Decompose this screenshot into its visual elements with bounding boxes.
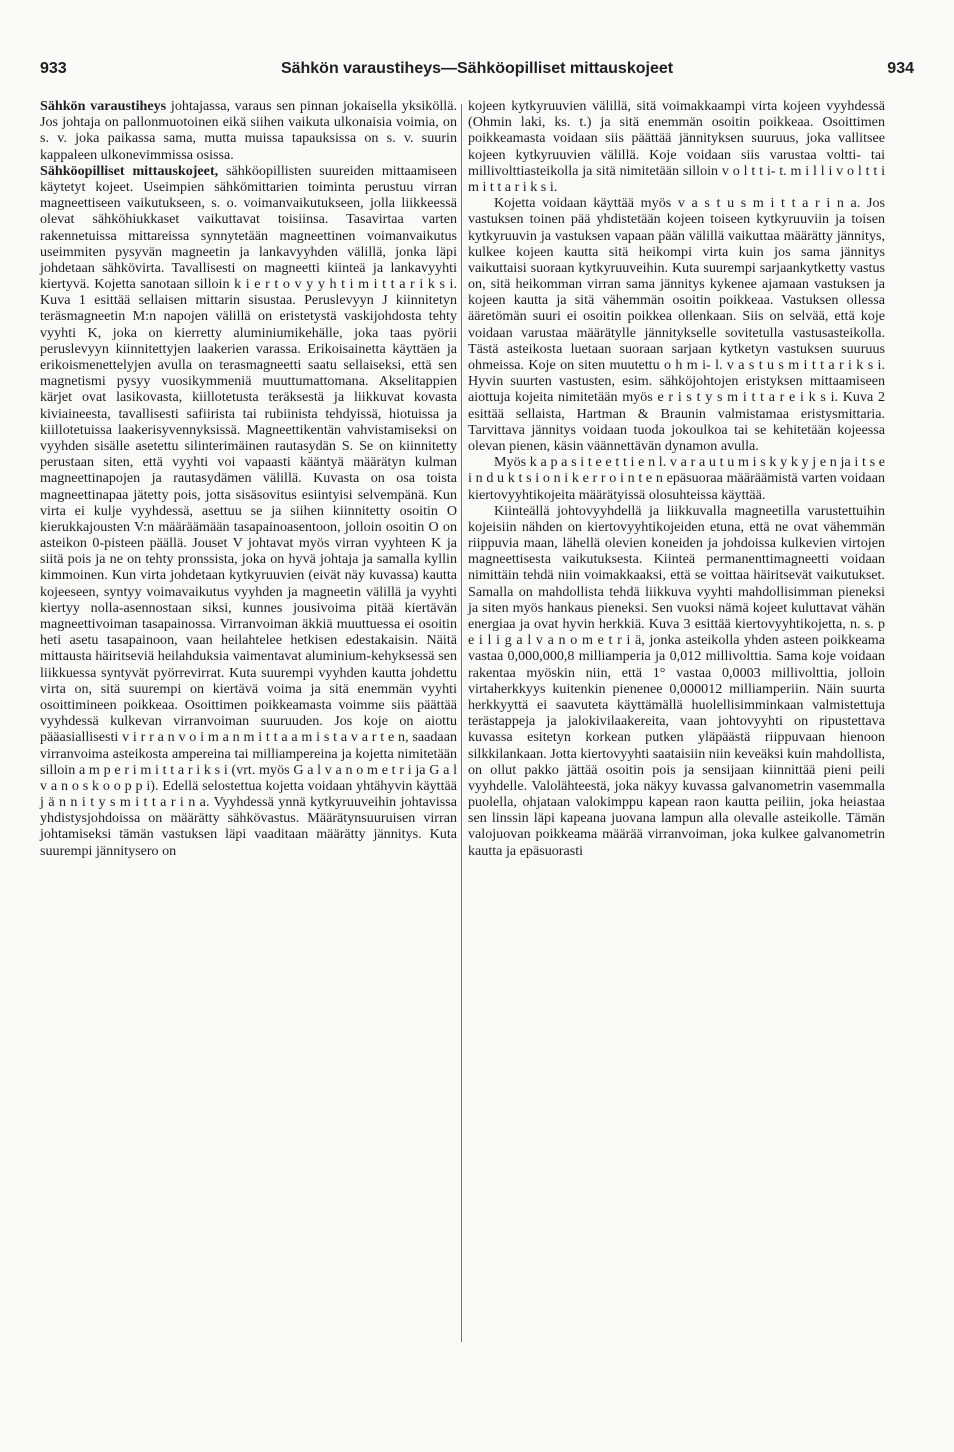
entry-sahkon-varaustiheys — [40, 98, 457, 163]
entry-text: johtajassa, varaus sen pinnan jokaisella yksiköllä. Jos johtaja on pallonmuotoinen eikä siihen vaikuta ulkonaisia voimia, on s. v. joka paikassa sama, mutta muissa tapauksissa on s. v. suurin kappaleen ulkonevimmissa osissa. — [40, 98, 457, 163]
paragraph: Myös k a p a s i t e e t t i e n l. v a r a u t u m i s k y k y j e n ja i t s e i n d u k t s i o n i k e r r o i n t e n epäsuoraa määräämistä varten voidaan kiertovyyhtikojeita määrätyissä olosuhteissa käyttää. — [468, 454, 885, 503]
entry-text: sähköopillisten suureiden mittaamiseen käytetyt kojeet. Useimpien sähkömittarien toiminta perustuu virran magneettiseen vaikutukseen, s. o. voimanvaikutukseen, jolla liikkeessä olevat sähköhiukkaset vaikuttavat toisiinsa. Tasavirtaa varten rakennetuissa mittareissa synnytetään magneettinen voimanvaikutus useimmiten pysyvän magneetin ja lankavyyhden välillä, jonka läpi johdetaan sähkövirta. Tavallisesti on magneetti kiinteä ja lankavyyhti kiertyvä. Kojetta sanotaan silloin k i e r t o v y y h t i m i t t a r i k s i. Kuva 1 esittää sellaisen mittarin sisustaa. Peruslevyyn J kiinnitetyn teräsmagneetin M:n napojen välillä on eristetystä vaskijohdosta tehty vyyhti K, joka on kierretty aluminiumikehälle, joka taas pyörii peruslevyyn kiinnitettyjen laakerien varassa. Erikoisainetta käyttäen ja erikoismenettelyjen avulla on terasmagneetti saatu sellaiseksi, että sen magnetismi pysyy vuosikymmeniä muuttumattomana. Akselitappien kärjet ovat lasikovasta, kiillotetusta teräksestä ja liikkuvat kovasta kiviaineesta, tavallisesti safiirista tai rubiinista tehdyissä, hiotuissa ja kiillotetuissa laakerisyvennyksissä. Magneettikentän vahvistamiseksi on vyyhden sisälle asetettu silinterimäinen rautasydän S. Se on kiinnitetty perustaan siten, että vyyhti voi vapaasti kääntyä määrätyn kulman magneettinapojen ja rautasydämen välillä. Kuvasta on osa toista magneettinapaa jätetty pois, jotta sisäsovitus esiintyisi selvempänä. Kun virta ei kulje vyyhdessä, asettuu se ja siihen kiinnitetty osoitin O kierukkajousten V:n määräämään tasapainoasentoon, jolloin osoitin O on asteikon 0-pisteen päällä. Jouset V johtavat myös virran vyyhteen K ja siitä pois ja ne on tehty pronssista, joka on hyvä johtaja ja samalla kyllin kimmoinen. Kun virta johdetaan kytkyruuvien (eivät näy kuvassa) kautta kojeeseen, syntyy voimavaikutus vyyhden ja magneetin välillä ja vyyhti kiertyy nolla-asennostaan siksi, kunnes jousivoima pitää kiertävän magneettivoiman tasapainossa. Virranvoiman äkkiä muuttuessa ei osoitin heti asetu tasapainoon, vaan heilahtelee hetkisen edestakaisin. Näitä mittausta häiritseviä heilahduksia vaimentavat aluminium-kehyksessä sen liikkuessa syntyvät pyörrevirrat. Kuta suurempi vyyhden kautta johdettu virta on, sitä suurempi on kiertävä voima ja sitä enemmän vyyhti osoittimineen poikkeaa. Osoittimen poikkeamasta voimme siis päättää vyyhdessä kulkevan virranvoiman suuruuden. Jos koje on aiottu pääasiallisesti v i r r a n v o i m a n m i t t a a m i s t a v a r t e n, saadaan virranvoima asteikosta ampereina tai milliampereina ja kojetta nimitetään silloin a m p e r i m i t t a r i k s i (vrt. myös G a l v a n o m e t r i ja G a l v a n o s k o o p p i). Edellä selostettua kojetta voidaan yhtähyvin käyttää j ä n n i t y s m i t t a r i n a. Vyyhdessä ynnä kytkyruuveihin johtavissa yhdistysjohdoissa on määrätty sähkövastus. Määrätynsuuruisen virran johtamiseksi tämän vastuksen läpi vaaditaan määrätty jännitys. Kuta suurempi jännitysero on — [40, 162, 457, 859]
paragraph: Kojetta voidaan käyttää myös v a s t u s m i t t a r i n a. Jos vastuksen toinen pää yhdistetään kojeen toiseen kytkyruuviin ja toisen kytkyruuvin ja vastuksen vapaan pään välillä vaikuttaa määrätty jännitys, kulkee kojeen kautta sitä heikompi virta kuin jos sama jännitys vaikuttaisi suoraan kytkyruuveihin. Kuta suurempi sarjaankytketty vastus on, sitä heikomman virran sama jännitys kykenee ajamaan vastuksen ja kojeen kautta ja sitä vähemmän osoitin poikkeaa. Vastuksen ollessa ääretömän suuri ei osoitin poikkea ollenkaan. Siis on selvää, että koje voidaan varustaa määrätylle jännitykselle sovitetulla vastusasteikolla. Tästä asteikosta luetaan suoraan sarjaan kytketyn vastuksen suuruus ohmeissa. Koje on siten muutettu o h m i- l. v a s t u s m i t t a r i k s i. Hyvin suurten vastusten, esim. sähköjohtojen eristyksen mittaamiseen aiottuja kojeita nimitetään myös e r i s t y s m i t t a r e i k s i. Kuva 2 esittää sellaista, Hartman & Braunin valmistamaa eristysmittaria. Tarvittava jännitys voidaan tuoda jokoulkoa tai se kehitetään kojeessa olevan pienen, käsin väännettävän dynamon avulla. — [468, 195, 885, 454]
right-column — [468, 98, 885, 859]
entry-headword: Sähkön varaustiheys — [40, 98, 167, 114]
entry-headword: Sähköopilliset mittauskojeet, — [40, 162, 219, 179]
entry-sahkoopilliset-mittauskojeet — [40, 163, 457, 859]
running-header — [40, 60, 914, 84]
column-divider — [461, 104, 462, 1342]
left-column — [40, 98, 457, 859]
running-title: Sähkön varaustiheys—Sähköopilliset mittauskojeet — [280, 60, 674, 77]
paragraph: kojeen kytkyruuvien välillä, sitä voimakkaampi virta kojeen vyyhdessä (Ohmin laki, ks. t.) ja sitä enemmän osoitin poikkeaa. Osoittimen poikkeamasta voidaan siis päättää jännityksen suuruus, joka vallitsee kojeen kytkyruuvien välillä. Koje voidaan siis varustaa voltti- tai millivolttiasteikolla ja sitä nimitetään silloin v o l t t i- t. m i l l i v o l t t i m i t t a r i k s i. — [468, 98, 885, 195]
paragraph: Kiinteällä johtovyyhdellä ja liikkuvalla magneetilla varustettuihin kojeisiin nähden on kiertovyyhtikojeiden etuna, että ne ovat vähemmän riippuvia maan, lähellä olevien koneiden ja johdoissa kulkevien virtojen magneettisesta vaikutuksesta. Kiinteä permanenttimagneetti voidaan nimittäin tehdä niin voimakkaaksi, että se voittaa häiritsevät vaikutukset. Samalla on mahdollista tehdä liikkuva vyyhti mahdollisimman pieneksi ja siten myös hankaus pieneksi. Sen vuoksi nämä kojeet kuluttavat vähän energiaa ja ovat hyvin herkkiä. Kuva 3 esittää kiertovyyhtikojetta, n. s. p e i l i g a l v a n o m e t r i ä, jonka asteikolla yhden asteen poikkeama vastaa 0,000,000,8 milliamperia ja 0,012 millivolttia. Sama koje voidaan rakentaa myöskin niin, että 1° vastaa 0,0003 millivolttia, jolloin virtaherkkyys kuitenkin pienenee 0,000012 milliamperiin. Näin suurta herkkyyttä ei saavuteta käyttämällä huolellisimminkaan valmistettuja terästappeja ja jalokivilaakereita, vaan johtovyyhti on ripustettava kuvassa esitetyn korkean putken yläpäästä riippuvaan hienoon silkkilankaan. Jotta kiertovyyhti saataisiin niin keveäksi kuin mahdollista, on ollut pakko jättää osoitin pois ja sensijaan kiinnittää pieni peili vyyhdelle. Valolähteestä, joka näkyy kuvassa galvanometrin vasemmalla puolella, ohjataan valokimppu kapean raon kautta peiliin, joka heiastaa sen linssin läpi kapeana juovana lampun alla olevalle asteikolle. Tämän valojuovan poikkeama määrää virranvoiman, joka kulkee galvanometrin kautta ja epäsuorasti — [468, 502, 885, 859]
page-number-left: 933 — [40, 60, 67, 77]
page-number-right: 934 — [887, 60, 914, 77]
